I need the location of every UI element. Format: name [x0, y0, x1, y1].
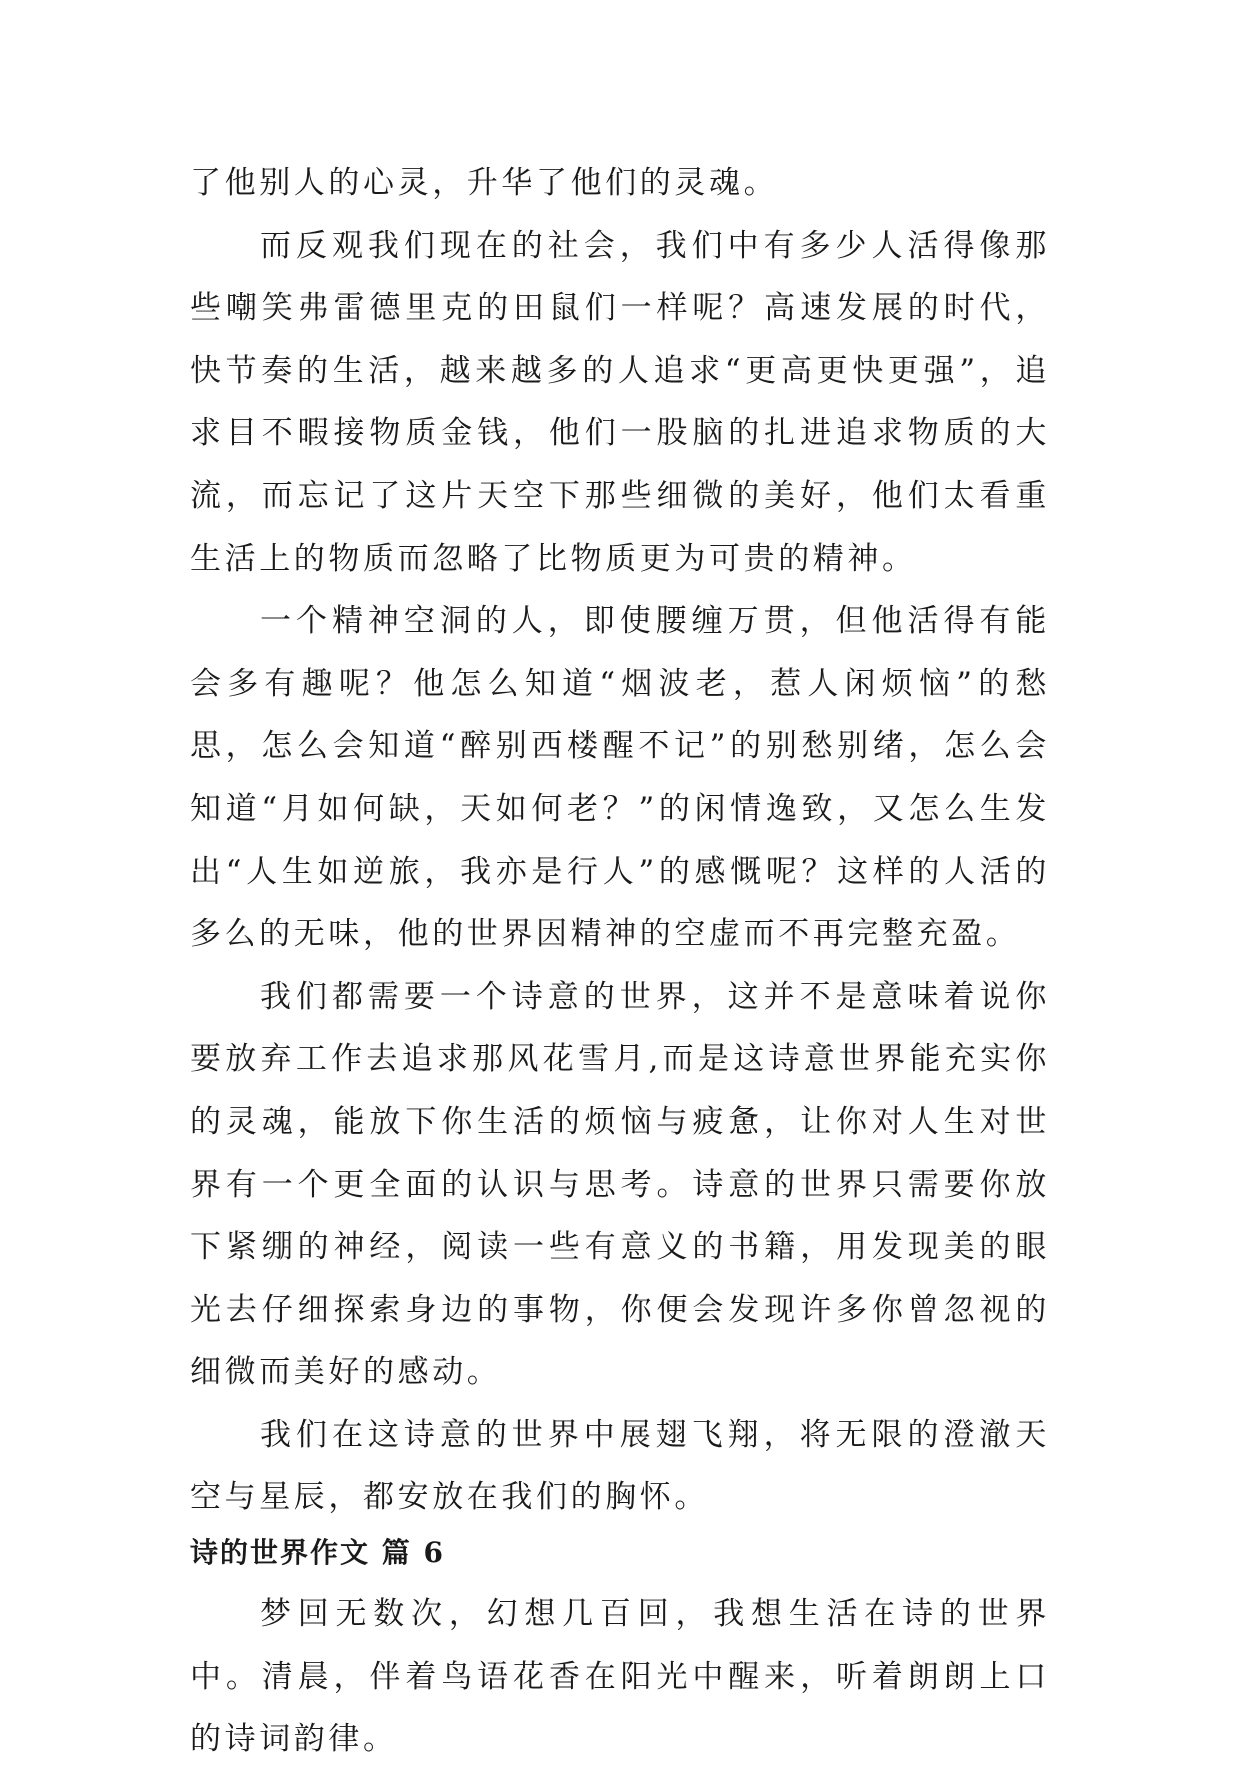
section-title: 诗的世界作文 篇 6	[190, 1536, 445, 1570]
paragraph-conclusion: 我们在这诗意的世界中展翅飞翔，将无限的澄澈天空与星辰，都安放在我们的胸怀。	[190, 1416, 1050, 1516]
paragraph-poetic-world: 我们都需要一个诗意的世界，这并不是意味着说你要放弃工作去追求那风花雪月,而是这诗意世界能充实你的灵魂，能放下你生活的烦恼与疲惫，让你对人生对世界有一个更全面的认识与思考。诗意的世界只需要你放下紧绷的神经，阅读一些有意义的书籍，用发现美的眼光去仔细探索身边的事物，你便会发现许多你曾忽视的细微而美好的感动。	[190, 978, 1050, 1391]
paragraph-empty-spirit: 一个精神空洞的人，即使腰缠万贯，但他活得有能会多有趣呢？他怎么知道“烟波老，惹人闲烦恼”的愁思，怎么会知道“醉别西楼醒不记”的别愁别绪，怎么会知道“月如何缺，天如何老？”的闲情逸致，又怎么生发出“人生如逆旅，我亦是行人”的感慨呢？这样的人活的多么的无味，他的世界因精神的空虚而不再完整充盈。	[190, 603, 1050, 953]
paragraph-dream: 梦回无数次，幻想几百回，我想生活在诗的世界中。清晨，伴着鸟语花香在阳光中醒来，听着朗朗上口的诗词韵律。	[190, 1596, 1050, 1758]
paragraph-society: 而反观我们现在的社会，我们中有多少人活得像那些嘲笑弗雷德里克的田鼠们一样呢？高速发展的时代，快节奏的生活，越来越多的人追求“更高更快更强”，追求目不暇接物质金钱，他们一股脑的扎进追求物质的大流，而忘记了这片天空下那些细微的美好，他们太看重生活上的物质而忽略了比物质更为可贵的精神。	[190, 227, 1050, 577]
document-body	[190, 152, 1050, 1771]
paragraph-continuation: 了他别人的心灵，升华了他们的灵魂。	[190, 165, 779, 201]
